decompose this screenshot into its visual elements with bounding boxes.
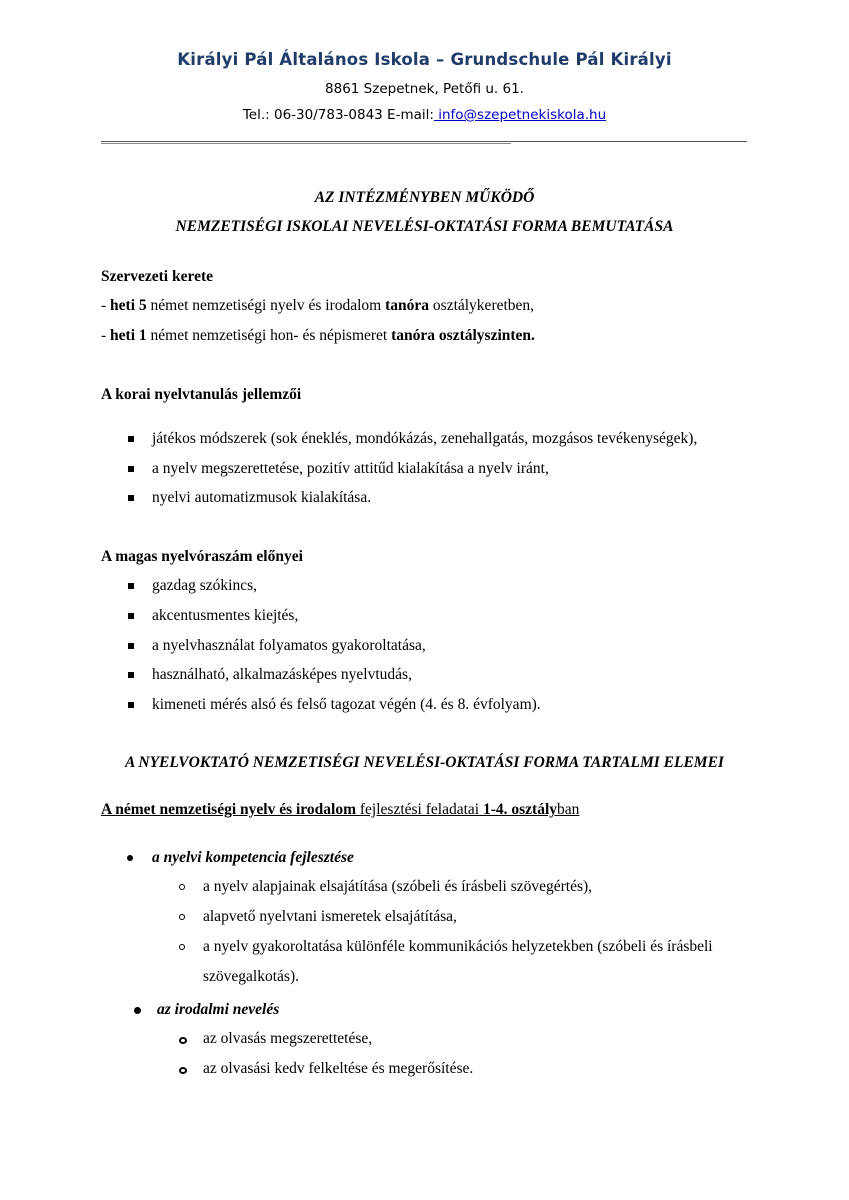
section-heading-szervezeti: Szervezeti kerete xyxy=(101,268,214,285)
square-bullet-icon xyxy=(128,672,134,678)
header-divider-short xyxy=(101,143,511,144)
school-name: Királyi Pál Általános Iskola – Grundschule Pál Királyi xyxy=(177,50,672,69)
list-item: a nyelv gyakoroltatása különféle kommunikációs helyzetekben (szóbeli és írásbeli xyxy=(203,938,713,955)
section2-subheading: A német nemzetiségi nyelv és irodalom fejlesztési feladatai 1-4. osztályban xyxy=(101,801,580,818)
list-item: nyelvi automatizmusok kialakítása. xyxy=(152,489,372,506)
szervezeti-line-1: - heti 5 német nemzetiségi nyelv és irodalom tanóra osztálykeretben, xyxy=(101,297,535,314)
list-item: az olvasás megszerettetése, xyxy=(203,1030,373,1047)
list-item: a nyelvhasználat folyamatos gyakoroltatása, xyxy=(152,637,426,654)
square-bullet-icon xyxy=(128,436,134,442)
list-item: akcentusmentes kiejtés, xyxy=(152,607,299,624)
list-item: alapvető nyelvtani ismeretek elsajátítása, xyxy=(203,908,457,925)
list-item: az olvasási kedv felkeltése és megerősítése. xyxy=(203,1060,474,1077)
circle-bullet-icon xyxy=(179,1037,187,1044)
list-item: használható, alkalmazásképes nyelvtudás, xyxy=(152,666,412,683)
group-title-nyelvi: a nyelvi kompetencia fejlesztése xyxy=(152,849,354,866)
doc-title-line2: NEMZETISÉGI ISKOLAI NEVELÉSI-OKTATÁSI FORMA BEMUTATÁSA xyxy=(175,218,674,235)
school-contact xyxy=(0,107,849,123)
header-divider xyxy=(101,141,747,142)
circle-bullet-icon xyxy=(179,914,185,920)
list-item: játékos módszerek (sok éneklés, mondókázás, zenehallgatás, mozgásos tevékenységek), xyxy=(152,430,698,447)
section2-title: A NYELVOKTATÓ NEMZETISÉGI NEVELÉSI-OKTATÁSI FORMA TARTALMI ELEMEI xyxy=(125,754,724,771)
contact-phone: Tel.: 06-30/783-0843 E-mail: xyxy=(242,107,434,123)
circle-bullet-icon xyxy=(179,1067,187,1074)
square-bullet-icon xyxy=(128,702,134,708)
section-heading-korai: A korai nyelvtanulás jellemzői xyxy=(101,386,302,403)
round-bullet-icon xyxy=(134,1007,141,1014)
square-bullet-icon xyxy=(128,466,134,472)
list-item: kimeneti mérés alsó és felső tagozat végén (4. és 8. évfolyam). xyxy=(152,696,541,713)
list-item: gazdag szókincs, xyxy=(152,577,258,594)
group-title-irodalmi: az irodalmi nevelés xyxy=(157,1001,280,1018)
list-item: a nyelv alapjainak elsajátítása (szóbeli és írásbeli szövegértés), xyxy=(203,878,593,895)
circle-bullet-icon xyxy=(179,944,185,950)
round-bullet-icon xyxy=(127,855,133,861)
square-bullet-icon xyxy=(128,643,134,649)
list-item-continuation: szövegalkotás). xyxy=(203,968,299,985)
doc-title-line1: AZ INTÉZMÉNYBEN MŰKÖDŐ xyxy=(314,189,535,206)
square-bullet-icon xyxy=(128,583,134,589)
email-link[interactable]: info@szepetnekiskola.hu xyxy=(433,107,607,123)
section-heading-magas: A magas nyelvóraszám előnyei xyxy=(101,548,303,565)
school-address: 8861 Szepetnek, Petőfi u. 61. xyxy=(325,81,524,97)
list-item: a nyelv megszerettetése, pozitív attitűd kialakítása a nyelv iránt, xyxy=(152,460,549,477)
szervezeti-line-2: - heti 1 német nemzetiségi hon- és népismeret tanóra osztályszinten. xyxy=(101,327,535,344)
square-bullet-icon xyxy=(128,613,134,619)
square-bullet-icon xyxy=(128,495,134,501)
circle-bullet-icon xyxy=(179,884,185,890)
